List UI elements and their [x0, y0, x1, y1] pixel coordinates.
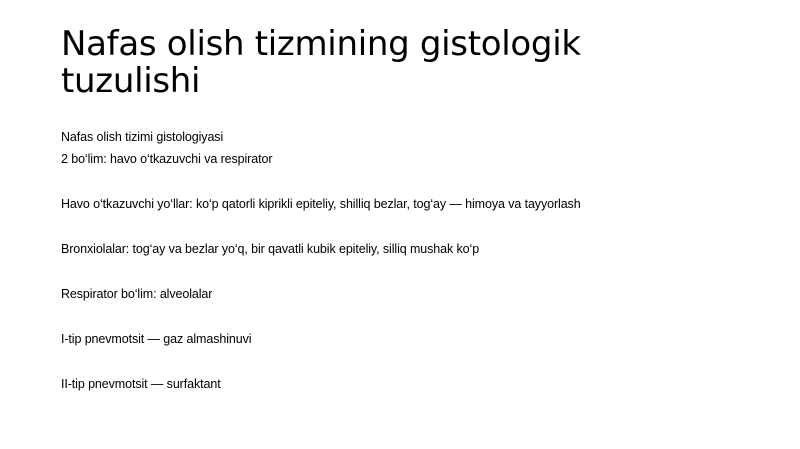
slide-title: Nafas olish tizmining gistologik tuzulishi — [61, 24, 581, 101]
body-line: Respirator bo‘lim: alveolalar — [61, 287, 213, 301]
slide-body — [61, 126, 761, 395]
body-line: I-tip pnevmotsit — gaz almashinuvi — [61, 332, 252, 346]
body-line: Nafas olish tizimi gistologiyasi — [61, 130, 224, 144]
body-line: Bronxiolalar: tog‘ay va bezlar yo‘q, bir qavatli kubik epiteliy, silliq mushak ko‘p — [61, 242, 480, 256]
body-line: Havo o‘tkazuvchi yo‘llar: ko‘p qatorli kiprikli epiteliy, shilliq bezlar, tog‘ay — himoya va tayyorlash — [61, 197, 581, 211]
body-line: II-tip pnevmotsit — surfaktant — [61, 377, 221, 391]
body-line: 2 bo‘lim: havo o‘tkazuvchi va respirator — [61, 152, 273, 166]
